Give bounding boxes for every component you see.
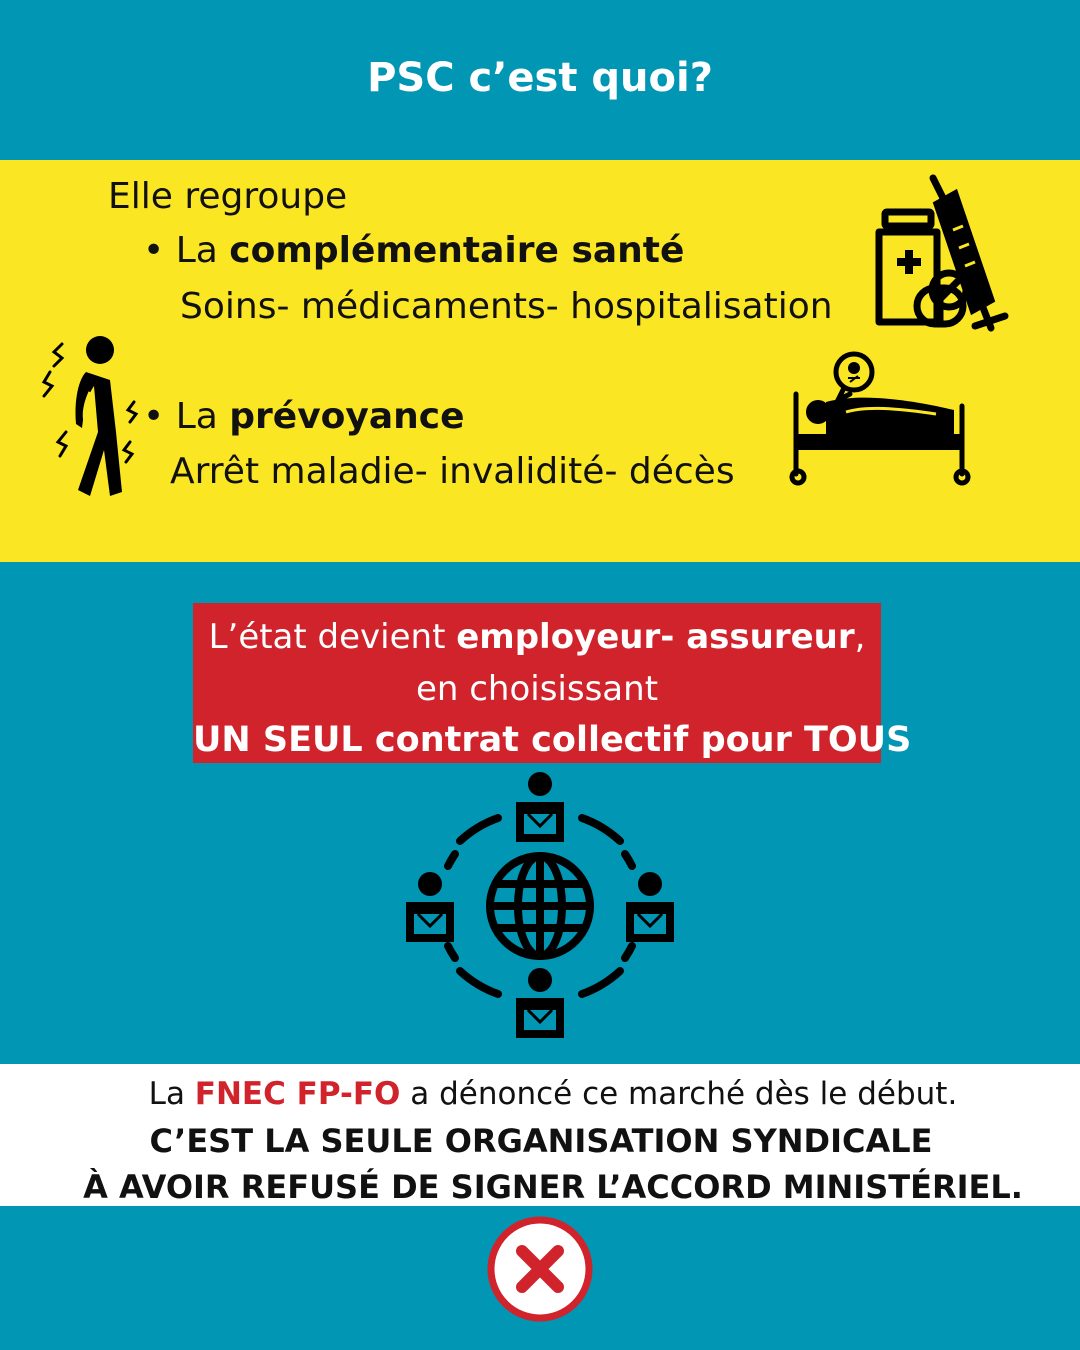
list-item-prevoyance [143, 396, 465, 437]
item-bold-label: prévoyance [229, 396, 465, 437]
item-bold-label: complémentaire santé [229, 230, 685, 271]
item-detail: Soins- médicaments- hospitalisation [180, 286, 833, 327]
hospital-bed-icon [786, 350, 976, 488]
single-contract-line: UN SEUL contrat collectif pour TOUS [193, 720, 912, 760]
choosing-line: en choisissant [415, 669, 659, 709]
item-detail: Arrêt maladie- invalidité- décès [170, 451, 735, 492]
bullet: • [143, 396, 165, 437]
medicine-syringe-icon [865, 170, 1010, 335]
refuse-x-icon [486, 1215, 594, 1323]
page-title: PSC c’est quoi? [367, 55, 713, 101]
intro-text: Elle regroupe [108, 176, 348, 217]
employer-suffix: , [854, 617, 866, 657]
item-prefix: La [175, 230, 230, 271]
network-globe-icon [400, 766, 680, 1044]
employer-prefix: L’état devient [208, 617, 457, 657]
statement-prefix: La [148, 1076, 195, 1112]
statement-suffix: a dénoncé ce marché dès le début. [400, 1076, 958, 1112]
union-name: FNEC FP-FO [194, 1076, 401, 1112]
statement-line-1 [0, 1076, 1080, 1112]
bullet: • [143, 230, 165, 271]
item-prefix: La [175, 396, 230, 437]
employer-bold: employeur- assureur [456, 617, 855, 657]
employer-line [193, 617, 881, 657]
sick-person-icon [38, 332, 146, 510]
statement-line-2: C’EST LA SEULE ORGANISATION SYNDICALE [149, 1122, 933, 1160]
statement-line-3: À AVOIR REFUSÉ DE SIGNER L’ACCORD MINISTÉRIEL. [83, 1168, 1023, 1206]
list-item-complementaire [143, 230, 684, 271]
